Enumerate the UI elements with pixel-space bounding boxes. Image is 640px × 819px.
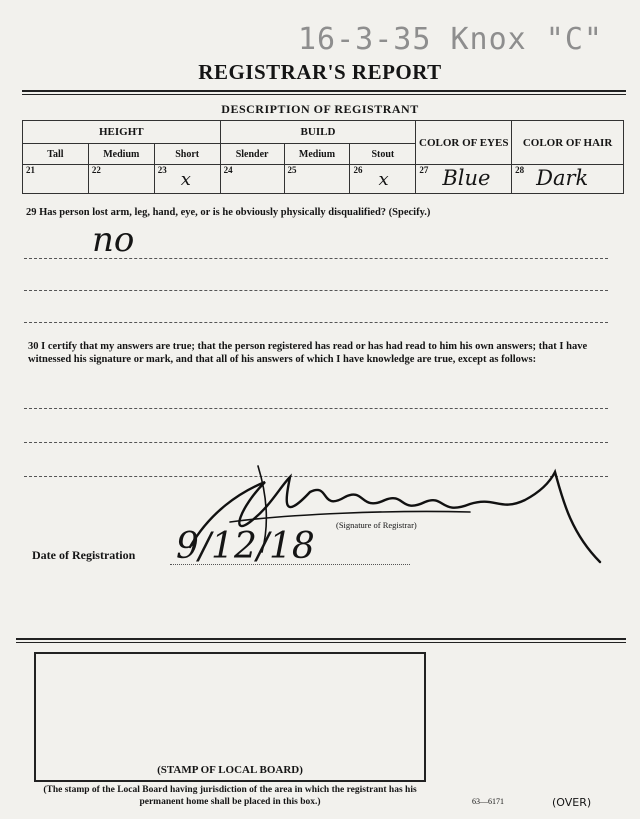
answer-line: [24, 258, 608, 259]
cell-21: [23, 165, 89, 194]
form-number: 63—6171: [472, 797, 504, 806]
field-number: 26: [353, 165, 363, 175]
signature-caption: (Signature of Registrar): [336, 520, 417, 530]
hair-header: COLOR OF HAIR: [512, 121, 624, 165]
top-rule-thin: [22, 94, 626, 95]
short-mark: x: [180, 169, 191, 190]
section-subtitle: DESCRIPTION OF REGISTRANT: [221, 102, 419, 116]
question-30: 30 I certify that my answers are true; that the person registered has read or has had read to him his own answers; that I have witnessed his signature or mark, and that all of his answers of which I have knowledge are true, except as follows:: [28, 341, 588, 365]
field-number: 21: [26, 165, 35, 175]
build-header: BUILD: [220, 121, 416, 144]
section-rule: [16, 638, 626, 640]
date-of-registration-value: 9/12/18: [176, 526, 315, 567]
description-table: [22, 120, 624, 194]
col-tall: Tall: [23, 144, 89, 165]
date-of-registration-label: Date of Registration: [32, 548, 136, 562]
page-title: REGISTRAR'S REPORT: [198, 60, 442, 84]
question-29: 29 Has person lost arm, leg, hand, eye, or is he obviously physically disqualified? (Specify.): [26, 207, 431, 218]
cell-25: [284, 165, 350, 194]
col-medium-build: Medium: [284, 144, 350, 165]
col-slender: Slender: [220, 144, 284, 165]
cell-27: [416, 165, 512, 194]
hair-color-value: Dark: [536, 166, 589, 190]
exception-line: [24, 408, 608, 409]
eyes-header: COLOR OF EYES: [416, 121, 512, 165]
question-29-answer: no: [92, 220, 135, 260]
field-number: 27: [419, 165, 429, 175]
answer-line: [24, 290, 608, 291]
stout-mark: x: [378, 169, 389, 190]
col-short: Short: [154, 144, 220, 165]
stamp-box: [34, 652, 426, 782]
field-number: 28: [515, 165, 525, 175]
section-rule-thin: [16, 642, 626, 643]
exception-line: [24, 442, 608, 443]
field-number: 22: [91, 165, 101, 175]
cell-26: [350, 165, 416, 194]
stamp-note: (The stamp of the Local Board having jurisdiction of the area in which the registrant has his permanent home shall be placed in this box.): [43, 785, 417, 807]
field-number: 25: [287, 165, 297, 175]
stamp-label: (STAMP OF LOCAL BOARD): [157, 764, 303, 776]
answer-line: [24, 322, 608, 323]
col-medium-height: Medium: [88, 144, 154, 165]
top-rule: [22, 90, 626, 92]
field-number: 24: [223, 165, 233, 175]
cell-24: [220, 165, 284, 194]
serial-stamp: 16-3-35 Knox "C": [298, 22, 603, 57]
height-header: HEIGHT: [23, 121, 221, 144]
col-stout: Stout: [350, 144, 416, 165]
eye-color-value: Blue: [442, 166, 491, 190]
cell-28: [512, 165, 624, 194]
over-marker: (OVER): [552, 796, 592, 809]
field-number: 23: [157, 165, 167, 175]
cell-23: [154, 165, 220, 194]
cell-22: [88, 165, 154, 194]
